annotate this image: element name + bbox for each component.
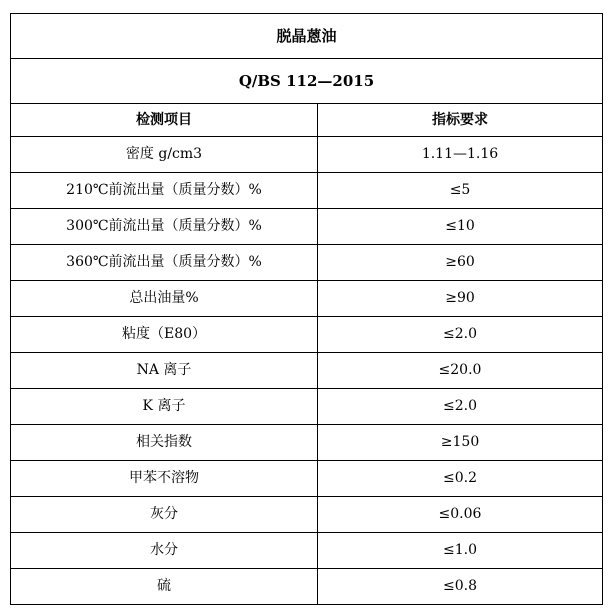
standard-row: [11, 59, 603, 104]
row-item: 水分: [11, 533, 318, 569]
table-row: [11, 461, 603, 497]
table-row: [11, 281, 603, 317]
row-item: 210℃前流出量（质量分数）%: [11, 173, 318, 209]
header-row: [11, 104, 603, 137]
row-requirement: ≥90: [318, 281, 603, 317]
row-requirement: ≥150: [318, 425, 603, 461]
table-row: [11, 317, 603, 353]
row-requirement: ≤0.8: [318, 569, 603, 605]
row-item: K 离子: [11, 389, 318, 425]
table-row: [11, 497, 603, 533]
standard-code: Q/BS 112—2015: [11, 59, 603, 104]
row-requirement: 1.11—1.16: [318, 137, 603, 173]
row-requirement: ≤20.0: [318, 353, 603, 389]
table-title: 脱晶蒽油: [11, 14, 603, 59]
row-requirement: ≤0.06: [318, 497, 603, 533]
row-requirement: ≥60: [318, 245, 603, 281]
row-item: 粘度（E80）: [11, 317, 318, 353]
title-row: [11, 14, 603, 59]
row-requirement: ≤1.0: [318, 533, 603, 569]
row-item: 硫: [11, 569, 318, 605]
table-row: [11, 173, 603, 209]
row-item: 总出油量%: [11, 281, 318, 317]
table-row: [11, 137, 603, 173]
row-requirement: ≤5: [318, 173, 603, 209]
row-item: 300℃前流出量（质量分数）%: [11, 209, 318, 245]
row-requirement: ≤2.0: [318, 389, 603, 425]
table-row: [11, 533, 603, 569]
table-row: [11, 245, 603, 281]
table-row: [11, 353, 603, 389]
row-item: 甲苯不溶物: [11, 461, 318, 497]
row-item: 相关指数: [11, 425, 318, 461]
row-requirement: ≤10: [318, 209, 603, 245]
table-row: [11, 425, 603, 461]
row-item: 密度 g/cm3: [11, 137, 318, 173]
spec-table: [10, 13, 603, 605]
row-item: 灰分: [11, 497, 318, 533]
row-requirement: ≤0.2: [318, 461, 603, 497]
header-item: 检测项目: [11, 104, 318, 137]
row-item: NA 离子: [11, 353, 318, 389]
table-row: [11, 569, 603, 605]
header-requirement: 指标要求: [318, 104, 603, 137]
row-requirement: ≤2.0: [318, 317, 603, 353]
row-item: 360℃前流出量（质量分数）%: [11, 245, 318, 281]
table-row: [11, 389, 603, 425]
table-row: [11, 209, 603, 245]
